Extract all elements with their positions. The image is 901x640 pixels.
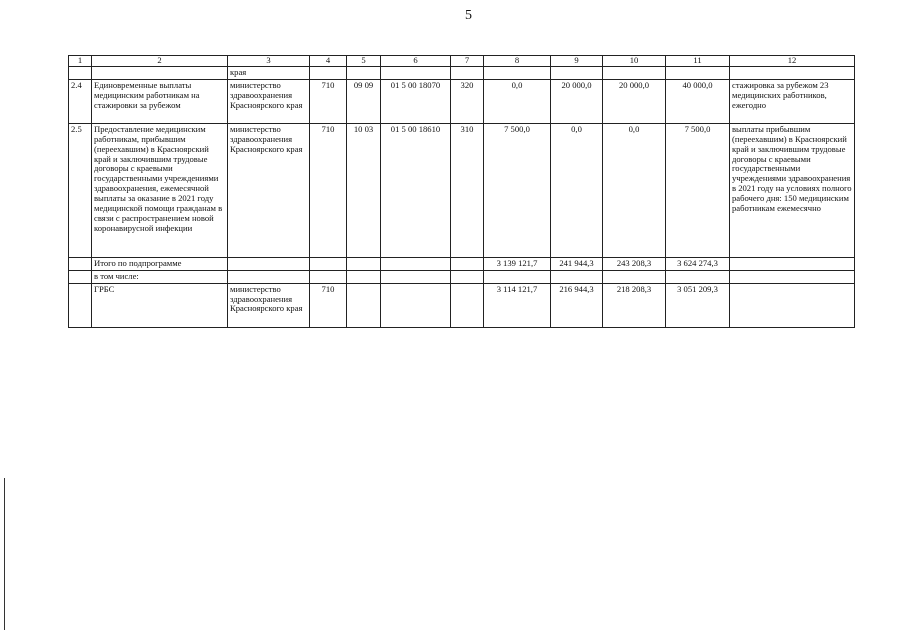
cell-value: 218 208,3 [603, 283, 666, 327]
cell-number [69, 67, 92, 80]
header-cell: 10 [603, 56, 666, 67]
cell-value: 7 500,0 [666, 123, 730, 257]
cell-type [451, 67, 484, 80]
cell-result: выплаты прибывшим (переехавшим) в Красноярский край и заключившим трудовые договоры с краевыми государственными учреждениями здравоохранения в 2021 году на условиях полного рабочего дня: 150 медицинским работникам ежемесячно [730, 123, 855, 257]
total-row [69, 257, 855, 270]
header-cell: 7 [451, 56, 484, 67]
cell-section [347, 283, 381, 327]
cell-value [666, 270, 730, 283]
cell-name: Итого по подпрограмме [92, 257, 228, 270]
cell-grbs: министерство здравоохранения Красноярского края [228, 123, 310, 257]
header-cell: 9 [551, 56, 603, 67]
header-cell: 6 [381, 56, 451, 67]
header-row [69, 56, 855, 67]
cell-type [451, 270, 484, 283]
cell-value: 3 114 121,7 [484, 283, 551, 327]
header-cell: 11 [666, 56, 730, 67]
cell-grbs [228, 257, 310, 270]
table-row [69, 270, 855, 283]
header-cell: 1 [69, 56, 92, 67]
cell-target [381, 270, 451, 283]
cell-code [310, 257, 347, 270]
cell-type: 310 [451, 123, 484, 257]
cell-section: 09 09 [347, 79, 381, 123]
header-cell: 4 [310, 56, 347, 67]
cell-value: 216 944,3 [551, 283, 603, 327]
cell-code: 710 [310, 79, 347, 123]
scan-margin-line [4, 478, 5, 630]
cell-value: 0,0 [484, 79, 551, 123]
cell-code [310, 270, 347, 283]
cell-target [381, 67, 451, 80]
cell-value: 20 000,0 [551, 79, 603, 123]
cell-section [347, 67, 381, 80]
cell-value: 243 208,3 [603, 257, 666, 270]
cell-code: 710 [310, 283, 347, 327]
cell-number [69, 283, 92, 327]
cell-value: 40 000,0 [666, 79, 730, 123]
header-cell: 3 [228, 56, 310, 67]
cell-name: ГРБС [92, 283, 228, 327]
cell-value: 7 500,0 [484, 123, 551, 257]
cell-value [484, 270, 551, 283]
cell-value: 3 139 121,7 [484, 257, 551, 270]
cell-value [551, 270, 603, 283]
budget-table [68, 55, 855, 328]
header-cell: 2 [92, 56, 228, 67]
cell-target [381, 257, 451, 270]
cell-name: Предоставление медицинским работникам, прибывшим (переехавшим) в Красноярский край и заключившим трудовые договоры с краевыми государственными учреждениями здравоохранения, ежемесячной выплаты за оказание в 2021 году медицинской помощи гражданам в связи с распространением новой коронавирусной инфекции [92, 123, 228, 257]
cell-number: 2.5 [69, 123, 92, 257]
table-row [69, 123, 855, 257]
cell-number [69, 257, 92, 270]
cell-type [451, 257, 484, 270]
cell-value [484, 67, 551, 80]
cell-value: 3 051 209,3 [666, 283, 730, 327]
table-row [69, 79, 855, 123]
header-cell: 12 [730, 56, 855, 67]
table-row [69, 67, 855, 80]
cell-target: 01 5 00 18070 [381, 79, 451, 123]
cell-section [347, 257, 381, 270]
cell-grbs: министерство здравоохранения Красноярского края [228, 79, 310, 123]
cell-value [603, 67, 666, 80]
cell-number: 2.4 [69, 79, 92, 123]
cell-section: 10 03 [347, 123, 381, 257]
cell-value [603, 270, 666, 283]
table-row [69, 283, 855, 327]
cell-value: 3 624 274,3 [666, 257, 730, 270]
cell-result: стажировка за рубежом 23 медицинских работников, ежегодно [730, 79, 855, 123]
header-cell: 8 [484, 56, 551, 67]
cell-name [92, 67, 228, 80]
page-number: 5 [465, 8, 472, 23]
cell-type: 320 [451, 79, 484, 123]
header-cell: 5 [347, 56, 381, 67]
cell-section [347, 270, 381, 283]
cell-value: 0,0 [551, 123, 603, 257]
cell-name: Единовременные выплаты медицинским работникам на стажировки за рубежом [92, 79, 228, 123]
cell-value: 20 000,0 [603, 79, 666, 123]
cell-value: 241 944,3 [551, 257, 603, 270]
cell-name: в том числе: [92, 270, 228, 283]
cell-result [730, 270, 855, 283]
cell-value: 0,0 [603, 123, 666, 257]
cell-result [730, 257, 855, 270]
cell-code: 710 [310, 123, 347, 257]
cell-result [730, 283, 855, 327]
cell-grbs: края [228, 67, 310, 80]
cell-type [451, 283, 484, 327]
cell-number [69, 270, 92, 283]
cell-code [310, 67, 347, 80]
cell-target [381, 283, 451, 327]
cell-value [666, 67, 730, 80]
cell-grbs: министерство здравоохранения Красноярского края [228, 283, 310, 327]
cell-result [730, 67, 855, 80]
cell-target: 01 5 00 18610 [381, 123, 451, 257]
cell-grbs [228, 270, 310, 283]
cell-value [551, 67, 603, 80]
